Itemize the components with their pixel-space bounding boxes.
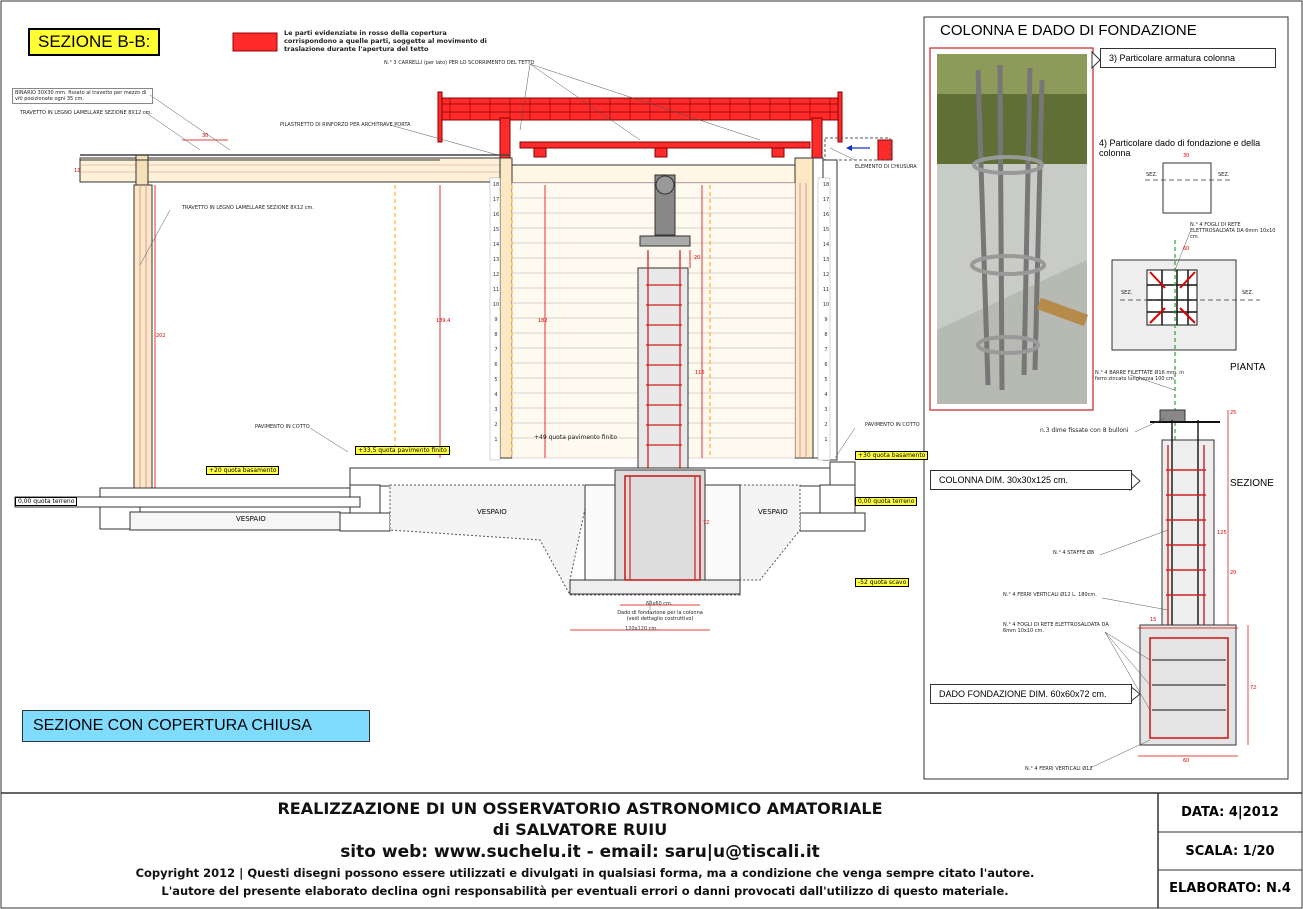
note-barre: N.° 4 BARRE FILETTATE Ø16 mm. in ferro zincato lunghezza 100 cm. (1095, 370, 1184, 382)
svg-text:7: 7 (494, 347, 498, 353)
svg-text:10: 10 (822, 302, 830, 308)
note-rete-top: N.° 4 FOGLI DI RETE ELETTROSALDATA DA 6mm 10x10 cm. (1190, 222, 1276, 240)
dim-202: 202 (156, 333, 166, 339)
dim-189: 189,4 (436, 318, 451, 324)
dim-plan-60: 60 (1183, 246, 1190, 252)
svg-text:3: 3 (824, 407, 828, 413)
dim-60x60: 60x60 cm. (646, 601, 673, 607)
svg-text:13: 13 (492, 257, 500, 263)
caption-4: 4) Particolare dado di fondazione e della colonna (1099, 138, 1261, 158)
label-travetto-top: TRAVETTO IN LEGNO LAMELLARE SEZIONE 8X12 cm. (20, 110, 152, 116)
tb-line2: di SALVATORE RUIU (492, 820, 668, 839)
photo-caption: 3) Particolare armatura colonna (1100, 48, 1276, 68)
svg-text:8: 8 (824, 332, 828, 338)
dim-sec-15: 15 (1150, 617, 1157, 623)
svg-text:6: 6 (824, 362, 828, 368)
svg-text:4: 4 (494, 392, 498, 398)
svg-text:5: 5 (824, 377, 828, 383)
label-pilastretto: PILASTRETTO DI RINFORZO PER ARCHITRAVE PORTA (280, 122, 411, 128)
svg-text:11: 11 (492, 287, 500, 293)
level-terreno-right: 0,00 quota terreno (855, 497, 917, 506)
tb-scala: SCALA: 1/20 (1185, 844, 1275, 859)
dim-sec-72: 72 (1250, 685, 1257, 691)
level-basamento-left: +20 quota basamento (206, 466, 279, 475)
dim-116: 116 (695, 370, 705, 376)
label-elemento-chiusura: ELEMENTO DI CHIUSURA (855, 164, 917, 170)
svg-text:14: 14 (492, 242, 500, 248)
svg-text:7: 7 (824, 347, 828, 353)
svg-text:2: 2 (494, 422, 498, 428)
level-pav-finito-left: +33,5 quota pavimento finito (355, 446, 450, 455)
level-terreno-left: 0,00 quota terreno (15, 497, 77, 506)
tb-line4: Copyright 2012 | Questi disegni possono essere utilizzati e divulgati in qualsiasi forma, ma a condizione che venga sempre citato l'autore. (135, 866, 1035, 880)
legend-swatch (233, 33, 277, 51)
svg-text:5: 5 (494, 377, 498, 383)
dim-sec-125: 125 (1217, 530, 1227, 536)
svg-text:18: 18 (492, 182, 500, 188)
svg-text:15: 15 (822, 227, 830, 233)
dim-sec-25: 25 (1230, 410, 1237, 416)
svg-text:17: 17 (492, 197, 500, 203)
svg-text:15: 15 (492, 227, 500, 233)
svg-text:6: 6 (494, 362, 498, 368)
detail-title: COLONNA E DADO DI FONDAZIONE (940, 22, 1197, 39)
tb-line1: REALIZZAZIONE DI UN OSSERVATORIO ASTRONOMICO AMATORIALE (277, 799, 883, 818)
svg-text:13: 13 (822, 257, 830, 263)
label-binario: BINARIO 30X30 mm. fissato al travetto per mezzo di viti posizionate ogni 35 cm. (12, 88, 153, 104)
label-travetto-side: TRAVETTO IN LEGNO LAMELLARE SEZIONE 8X12 cm. (182, 205, 314, 211)
label-vespaio-right: VESPAIO (758, 508, 788, 516)
svg-text:16: 16 (492, 212, 500, 218)
dim-top-30: 30 (1183, 153, 1190, 159)
roof-red (438, 92, 892, 160)
svg-text:17: 17 (822, 197, 830, 203)
closed-cover-label: SEZIONE CON COPERTURA CHIUSA (22, 710, 370, 742)
pianta-label: PIANTA (1230, 362, 1266, 373)
dim-12: 12 (74, 168, 81, 174)
dado-dim: DADO FONDAZIONE DIM. 60x60x72 cm. (930, 684, 1132, 704)
note-ferri-col: N.° 4 FERRI VERTICALI Ø12 L. 180cm. (1003, 592, 1097, 598)
svg-text:8: 8 (494, 332, 498, 338)
svg-text:12: 12 (822, 272, 830, 278)
label-vespaio-mid: VESPAIO (477, 508, 507, 516)
level-scavo: -52 quota scavo (855, 578, 909, 587)
label-vespaio-left: VESPAIO (236, 515, 266, 523)
dime-note: n.3 dime fissate con 8 bulloni (1040, 427, 1129, 434)
svg-text:10: 10 (492, 302, 500, 308)
note-rete-bottom: N.° 4 FOGLI DI RETE ELETTROSALDATA DA 6mm 10x10 cm. (1003, 622, 1109, 634)
sez-top-right: SEZ. (1218, 172, 1230, 178)
section-title: SEZIONE B-B: (28, 28, 160, 56)
dim-120x120: 120x120 cm. (625, 626, 658, 632)
svg-text:4: 4 (824, 392, 828, 398)
svg-text:1: 1 (824, 437, 828, 443)
sez-plan-left: SEZ. (1121, 290, 1133, 296)
dim-sec-20: 20 (1230, 570, 1237, 576)
note-staffe: N.° 4 STAFFE Ø8 (1053, 550, 1095, 556)
rebar-photo (937, 54, 1088, 404)
svg-text:12: 12 (492, 272, 500, 278)
sez-top-left: SEZ. (1146, 172, 1158, 178)
svg-text:1: 1 (494, 437, 498, 443)
svg-text:14: 14 (822, 242, 830, 248)
svg-text:18: 18 (822, 182, 830, 188)
tb-data: DATA: 4|2012 (1181, 805, 1279, 820)
note-ferri-dado: N.° 4 FERRI VERTICALI Ø12 (1025, 766, 1093, 772)
svg-text:16: 16 (822, 212, 830, 218)
dim-30: 30 (202, 133, 209, 139)
legend-text: Le parti evidenziate in rosso della copertura corrispondono a quelle parti, soggette al movimento di traslazione durante l'apertura del tetto (284, 29, 487, 53)
svg-text:9: 9 (494, 317, 498, 323)
sez-plan-right: SEZ. (1242, 290, 1254, 296)
dim-182: 182 (538, 318, 548, 324)
label-dado-note: Dado di fondazione per la colonna (vedi dettaglio costruttivo) (617, 610, 703, 622)
svg-text:9: 9 (824, 317, 828, 323)
tb-elaborato: ELABORATO: N.4 (1169, 881, 1291, 896)
dim-20: 20 (694, 255, 701, 261)
tb-line5: L'autore del presente elaborato declina ogni responsabilità per eventuali errori o danni provocati dall'utilizzo di questo materiale. (161, 884, 1009, 898)
label-pav-cotto-right: PAVIMENTO IN COTTO (865, 422, 920, 428)
colonna-dim: COLONNA DIM. 30x30x125 cm. (930, 470, 1132, 490)
svg-text:3: 3 (494, 407, 498, 413)
label-pav-cotto-left: PAVIMENTO IN COTTO (255, 424, 310, 430)
level-pav-finito-mid: +49 quota pavimento finito (534, 434, 618, 441)
dim-sec-60: 60 (1183, 758, 1190, 764)
label-carrelli: N.° 3 CARRELLI (per lato) PER LO SCORRIMENTO DEL TETTO (384, 60, 535, 66)
sezione-label: SEZIONE (1230, 478, 1274, 489)
level-basamento-right: +30 quota basamento (855, 451, 928, 460)
svg-text:2: 2 (824, 422, 828, 428)
svg-text:11: 11 (822, 287, 830, 293)
dim-72: 72 (703, 520, 710, 526)
tb-line3: sito web: www.suchelu.it - email: saru|u@tiscali.it (340, 842, 820, 862)
